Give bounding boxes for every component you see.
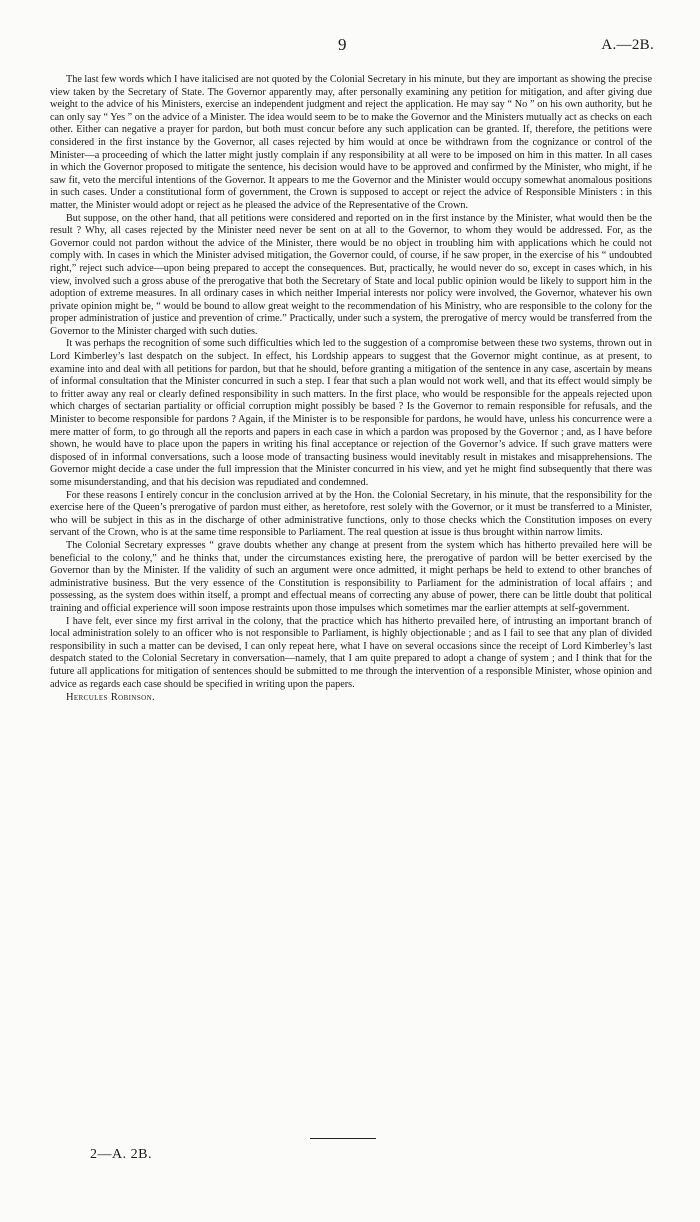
page-header: [0, 34, 700, 56]
paragraph-4: For these reasons I entirely concur in the conclusion arrived at by the Hon. the Colonial Secretary, in his minute, that the responsibility for the exercise here of the Queen’s prerogative of pardon must either, as heretofore, rest solely with the Governor, or it must be transferred to a Minister, who will be subject in this as in the discharge of other administrative functions, only to those checks which the Constitution imposes on every servant of the Crown, who is at the same time responsible to Parliament. The real question at issue is thus brought within narrow limits.: [50, 489, 652, 539]
page-number: 9: [338, 35, 347, 54]
paragraph-6: I have felt, ever since my first arrival in the colony, that the practice which has hitherto prevailed here, of intrusting an important branch of local administration solely to an officer who is not responsible to Parliament, is highly objectionable ; and as I fail to see that any plan of divided responsibility in such a matter can be devised, I can only repeat here, what I have on several occasions since the receipt of Lord Kimberley’s last despatch stated to the Colonial Secretary in conversation—namely, that I am quite prepared to adopt a change of system ; and I think that for the future all applications for mitigation of sentences should be submitted to me through the intervention of a responsible Minister, whose opinion and advice as regards each case should be specified in writing upon the papers.: [50, 615, 652, 690]
paragraph-1: The last few words which I have italicised are not quoted by the Colonial Secretary in his minute, but they are important as showing the precise view taken by the Secretary of State. The Governor apparently may, after personally examining any petition for mitigation, and after giving due weight to the advice of his Ministers, exercise an independent judgment and reject the application. He may say “ No ” on his own authority, but he can only say “ Yes ” on the advice of a Minister. The idea would seem to be to make the Governor and the Ministers mutually act as checks on each other. Either can negative a prayer for pardon, but both must concur before any such application can be granted. If, therefore, the petitions were considered in the first instance by the Governor, all cases rejected by him would at once be withdrawn from the cognizance or control of the Minister—a proceeding of which the latter might justly complain if any responsibility at all were to be imposed on him in this matter. In all cases in which the Governor proposed to mitigate the sentence, his decision would have to be approved and confirmed by the Minister, who might, if he saw fit, veto the merciful intentions of the Governor. It appears to me the Governor and the Minister would occupy somewhat anomalous positions in such cases. Under a constitutional form of government, the Crown is supposed to accept or reject the advice of Responsible Ministers : in this matter, the Minister would adopt or reject as he pleased the advice of the Representative of the Crown.: [50, 74, 652, 211]
sheet-reference: 2—A. 2B.: [90, 1147, 152, 1162]
signature: Hercules Robinson.: [66, 692, 156, 704]
document-reference: A.—2B.: [601, 37, 654, 53]
document-body: [50, 74, 652, 705]
paragraph-2: But suppose, on the other hand, that all petitions were considered and reported on in the first instance by the Minister, what would then be the result ? Why, all cases rejected by the Minister need never be sent on at all to the Governor, to whom they would be addressed. For, as the Governor could not pardon without the advice of the Minister, there would be no object in troubling him with applications which he could not comply with. In cases in which the Minister advised mitigation, the Governor could, of course, if he saw proper, in the exercise of his “ undoubted right,” reject such advice—upon being prepared to accept the consequences. But, practically, he would never do so, except in cases which, in his view, involved such a gross abuse of the prerogative that both the Secretary of State and local public opinion would be likely to support him in the adoption of extreme measures. In all ordinary cases in which neither Imperial interests nor policy were involved, the Governor, whatever his own private opinion might be, “ would be bound to allow great weight to the recommendation of his Ministry, who are responsible to the colony for the proper administration of justice and prevention of crime.” Practically, under such a system, the prerogative of mercy would be transferred from the Governor to the Minister charged with such duties.: [50, 212, 652, 337]
paragraph-5: The Colonial Secretary expresses “ grave doubts whether any change at present from the system which has hitherto prevailed here will be beneficial to the colony,” and he thinks that, under the circumstances existing here, the prerogative of pardon will be better exercised by the Governor than by the Minister. If the validity of such an argument were once admitted, it might perhaps be held to extend to other branches of administrative business. But the very essence of the Constitution is responsibility to Parliament for the administration of local affairs ; and possessing, as the system does within itself, a prompt and effectual means of correcting any abuse of power, there can be little doubt that political training and official experience will soon impose restraints upon those impulses which sometimes mar the earlier attempts at self-government.: [50, 539, 652, 614]
footer-divider: [310, 1138, 376, 1139]
paragraph-3: It was perhaps the recognition of some such difficulties which led to the suggestion of a compromise between these two systems, thrown out in Lord Kimberley’s last despatch on the subject. In effect, his Lordship appears to suggest that the Governor might continue, as at present, to examine into and deal with all petitions for pardon, but that he should, before granting a mitigation of the sentence in any case, ascertain by means of informal consultation that the Minister concurred in such a step. I fear that such a plan would not work well, and that its effect would simply be to fritter away any real or clearly defined responsibility in such matters. In the first place, who would be responsible for the appeals rejected upon which charges of sectarian partiality or official corruption might possibly be based ? Is the Governor to remain responsible for refusals, and the Minister to become responsible for pardons ? Again, if the Minister is to be responsible for pardons, he would have, unless his concurrence were a mere matter of form, to go through all the reports and papers in each case in which a pardon was proposed by the Governor ; and, as I have before shown, he would have to place upon the papers in writing his final acceptance or rejection of the Governor’s advice. If such grave matters were disposed of in informal conversations, such a loose mode of transacting business would inevitably result in mistakes and misapprehensions. The Governor might decide a case under the full impression that the Minister concurred in his view, and yet he might find subsequently that there was some misunderstanding, and that his decision was repudiated and condemned.: [50, 338, 652, 488]
